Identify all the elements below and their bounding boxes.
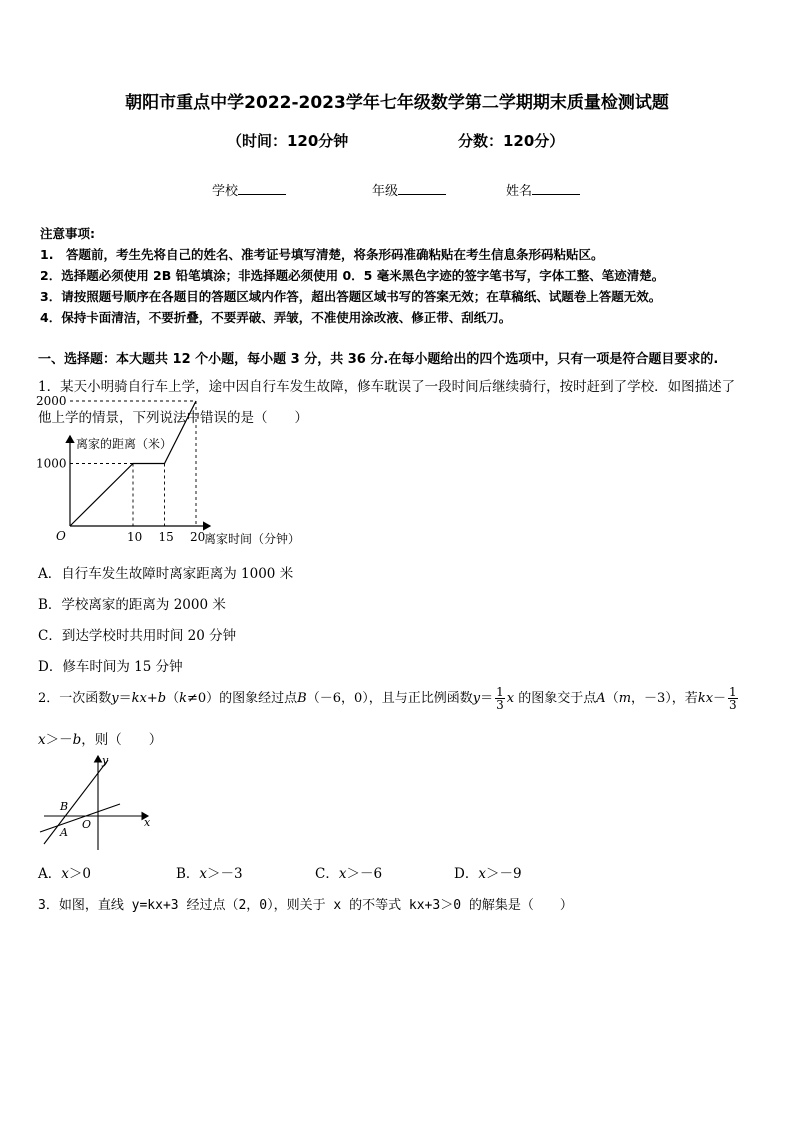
q2-option-d[interactable]: D．x＞－9: [454, 866, 522, 882]
q2-x-label: x: [144, 816, 151, 829]
q1-x-tick-15: 15: [158, 530, 174, 544]
q1-y-tick-2000: 2000: [36, 394, 67, 408]
school-label: 学校: [212, 184, 239, 199]
section-heading: 一、选择题：本大题共 12 个小题，每小题 3 分，共 36 分.在每小题给出的四个选项中，只有一项是符合题目要求的.: [38, 352, 719, 367]
q2-option-c[interactable]: C．x＞－6: [315, 866, 383, 882]
grade-blank[interactable]: [398, 183, 446, 195]
q3-text: 3．如图，直线 y=kx+3 经过点（2，0），则关于 x 的不等式 kx+3＞0 的解集是（ ）: [38, 898, 573, 913]
notice-item-4: 4．保持卡面清洁，不要折叠，不要弄破、弄皱，不准使用涂改液、修正带、刮纸刀。: [40, 310, 512, 325]
q1-origin-label: O: [56, 529, 66, 543]
q2-line1: 2．一次函数y＝kx+b（k≠0）的图象经过点B（－6，0），且与正比例函数y＝ $\frac{1}{3}$ x 的图象交于点A（m，－3），若kx－ $\frac{1}{3}$: [38, 685, 737, 712]
name-blank[interactable]: [532, 183, 580, 195]
exam-score: 分数：120分）: [458, 132, 565, 150]
notice-item-2: 2．选择题必须使用 2B 铅笔填涂；非选择题必须使用 0．5 毫米黑色字迹的签字笔书写，字体工整、笔迹清楚。: [40, 268, 665, 283]
notice-heading: 注意事项:: [40, 226, 95, 241]
q1-option-d[interactable]: D．修车时间为 15 分钟: [38, 659, 183, 675]
grade-field: [372, 180, 446, 199]
q2-option-b[interactable]: B．x＞－3: [176, 866, 243, 882]
q1-line2: 他上学的情景，下列说法中错误的是（ ）: [38, 410, 308, 426]
q2-graph: [36, 752, 166, 852]
q2-line2: x＞－b，则（ ）: [38, 732, 163, 748]
q1-xlabel: 离家时间（分钟）: [204, 532, 301, 546]
q1-x-tick-20: 20: [190, 530, 206, 544]
page-title: 朝阳市重点中学2022-2023学年七年级数学第二学期期末质量检测试题: [125, 93, 669, 113]
q1-x-tick-10: 10: [127, 530, 143, 544]
school-blank[interactable]: [238, 183, 286, 195]
name-field: [506, 180, 580, 199]
name-label: 姓名: [506, 184, 533, 199]
q2-origin-label: O: [82, 818, 92, 831]
q2-fraction: $\frac{1}{3}$: [496, 685, 504, 712]
q1-line1: 1．某天小明骑自行车上学，途中因自行车发生故障，修车耽误了一段时间后继续骑行，按时赶到了学校．如图描述了: [38, 379, 736, 395]
q2-y-label: y: [102, 754, 109, 767]
q1-y-tick-1000: 1000: [36, 456, 67, 471]
q2-point-b-label: B: [60, 800, 69, 813]
q1-option-a[interactable]: A．自行车发生故障时离家距离为 1000 米: [38, 566, 294, 582]
q2-option-a[interactable]: A．x＞0: [38, 866, 91, 882]
school-field: [212, 180, 286, 199]
notice-item-1: 1. 答题前，考生先将自己的姓名、准考证号填写清楚，将条形码准确粘贴在考生信息条形码粘贴区。: [40, 247, 604, 262]
q1-option-b[interactable]: B．学校离家的距离为 2000 米: [38, 597, 226, 613]
q2-line-third-x: [40, 804, 120, 832]
exam-time: （时间：120分钟: [227, 132, 349, 150]
notice-item-3: 3．请按照题号顺序在各题目的答题区域内作答，超出答题区域书写的答案无效；在草稿纸、试题卷上答题无效。: [40, 289, 662, 304]
grade-label: 年级: [372, 184, 399, 199]
q1-option-c[interactable]: C．到达学校时共用时间 20 分钟: [38, 628, 237, 644]
q2-fraction-2: $\frac{1}{3}$: [729, 685, 737, 712]
q1-ylabel: 离家的距离（米）: [76, 437, 173, 451]
q2-point-a-label: A: [60, 826, 68, 839]
